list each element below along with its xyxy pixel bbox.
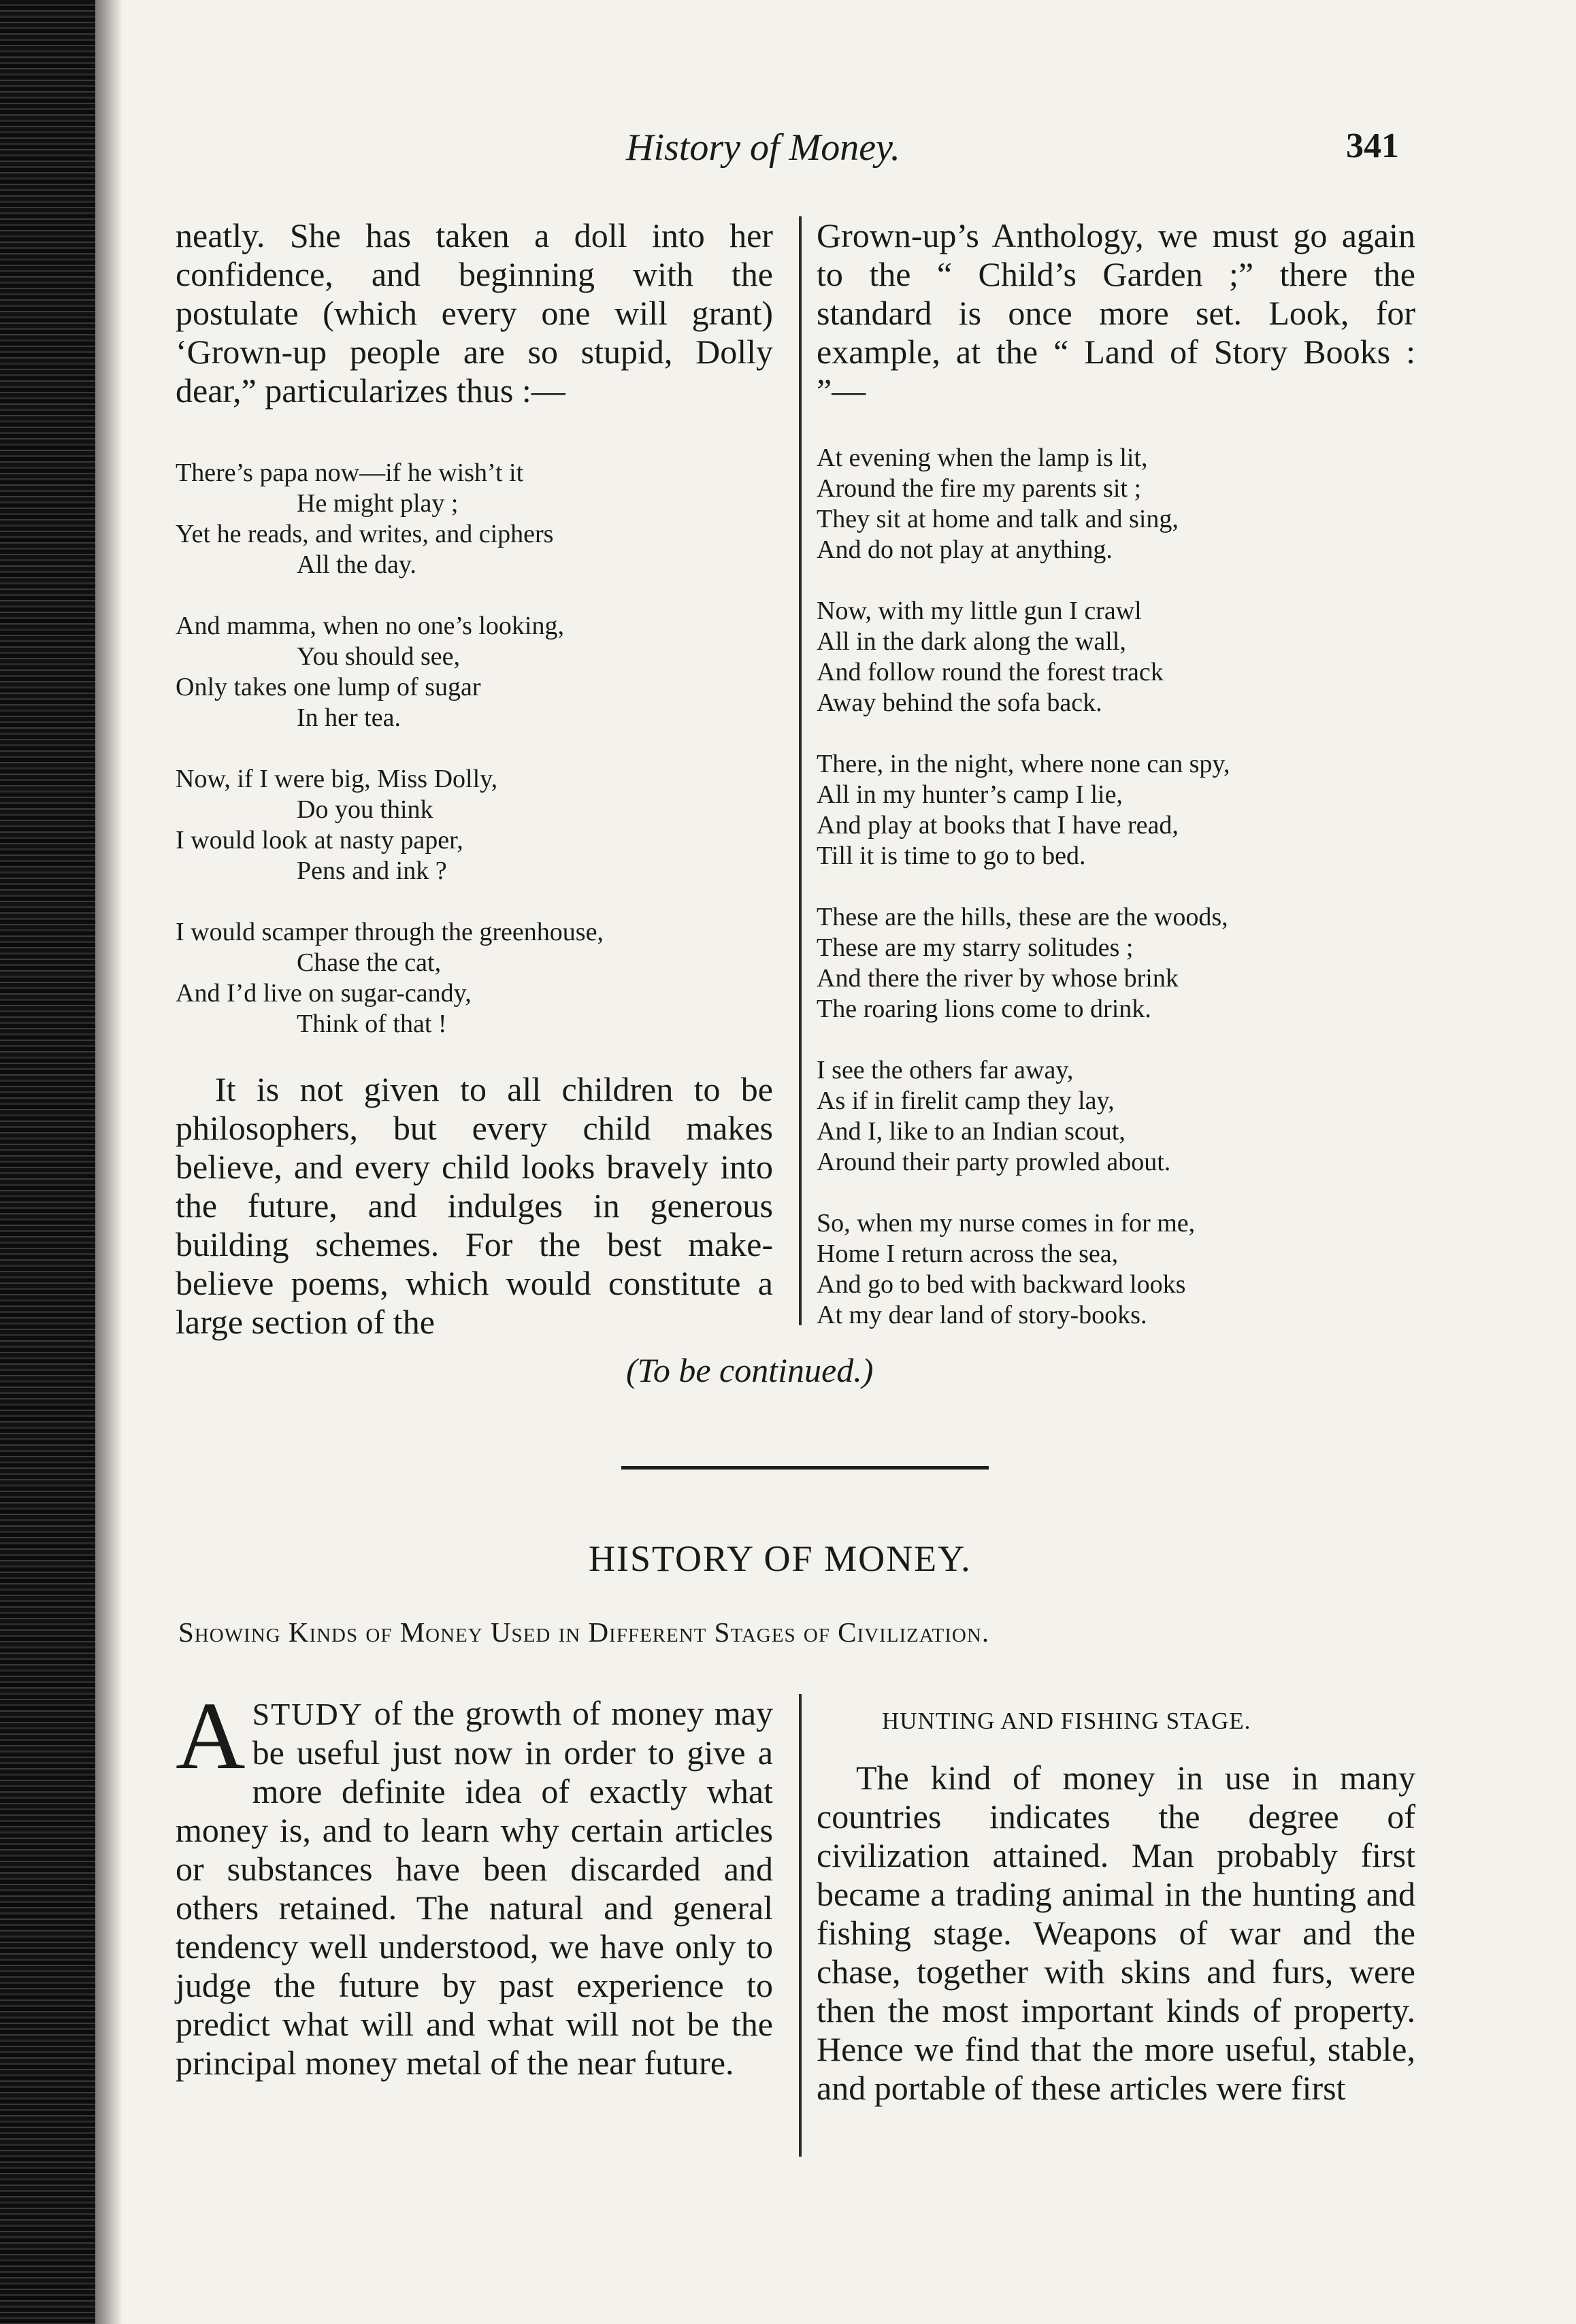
story-books-poem-line: So, when my nurse comes in for me, bbox=[817, 1209, 1196, 1238]
story-books-poem-stanza bbox=[817, 596, 1415, 718]
story-books-poem-line: There, in the night, where none can spy, bbox=[817, 750, 1230, 778]
story-books-poem-line: And do not play at anything. bbox=[817, 535, 1113, 564]
dolly-poem-line: I would scamper through the greenhouse, bbox=[176, 918, 604, 946]
dolly-poem-line: And mamma, when no one’s looking, bbox=[176, 612, 564, 640]
dolly-poem-stanza bbox=[176, 764, 773, 886]
story-books-poem-line: Till it is time to go to bed. bbox=[817, 842, 1086, 870]
section-heading: HUNTING AND FISHING STAGE. bbox=[882, 1708, 1251, 1734]
story-books-poem-line: And there the river by whose brink bbox=[817, 964, 1179, 993]
story-books-poem-line: And play at books that I have read, bbox=[817, 811, 1179, 840]
article-subtitle: Showing Kinds of Money Used in Different Stages of Civilization. bbox=[178, 1616, 990, 1648]
right-poem bbox=[817, 443, 1415, 1331]
dolly-poem-line: There’s papa now—if he wish’t it bbox=[176, 459, 524, 487]
story-books-poem-stanza bbox=[817, 749, 1415, 872]
story-books-poem-line: Home I return across the sea, bbox=[817, 1240, 1119, 1268]
dolly-poem-line: Now, if I were big, Miss Dolly, bbox=[176, 765, 498, 793]
story-books-poem-line: And I, like to an Indian scout, bbox=[817, 1117, 1126, 1146]
closing-paragraph-left: It is not given to all children to be philosophers, but every child makes believe, and every child looks bravely into the future, and indulges in generous building schemes. For the best make-believe poems, which would constitute a large section of the bbox=[176, 1070, 773, 1341]
story-books-poem-line: And follow round the forest track bbox=[817, 658, 1164, 686]
article-title: HISTORY OF MONEY. bbox=[589, 1538, 972, 1579]
gutter-shadow bbox=[95, 0, 122, 2324]
dolly-poem-line: Do you think bbox=[297, 795, 433, 824]
intro-paragraph-left: neatly. She has taken a doll into her confidence, and beginning with the postulate (which every one will grant) ‘Grown-up people are so stupid, Dolly dear,” particularizes thus :— bbox=[176, 216, 773, 410]
dolly-poem-line: Pens and ink ? bbox=[297, 857, 447, 885]
opening-words: STUDY bbox=[252, 1697, 363, 1731]
story-books-poem-line: They sit at home and talk and sing, bbox=[817, 505, 1179, 533]
dolly-poem-line: You should see, bbox=[297, 642, 461, 671]
column-rule-top bbox=[799, 216, 802, 1325]
dolly-poem-stanza bbox=[176, 917, 773, 1040]
story-books-poem-line: All in my hunter’s camp I lie, bbox=[817, 780, 1123, 809]
dolly-poem-line: I would look at nasty paper, bbox=[176, 826, 463, 854]
dolly-poem-stanza bbox=[176, 458, 773, 580]
section-divider bbox=[621, 1466, 989, 1470]
story-books-poem-line: As if in firelit camp they lay, bbox=[817, 1086, 1115, 1115]
story-books-poem-line: All in the dark along the wall, bbox=[817, 627, 1126, 656]
story-books-poem-line: Now, with my little gun I crawl bbox=[817, 597, 1142, 625]
left-poem bbox=[176, 458, 773, 1040]
story-books-poem-line: These are my starry solitudes ; bbox=[817, 933, 1134, 962]
dolly-poem-line: Think of that ! bbox=[297, 1010, 447, 1038]
dolly-poem-line: Only takes one lump of sugar bbox=[176, 673, 481, 701]
continued-note: (To be continued.) bbox=[626, 1351, 874, 1389]
dolly-poem-line: All the day. bbox=[297, 550, 416, 579]
story-books-poem-stanza bbox=[817, 1055, 1415, 1178]
top-right-column bbox=[817, 216, 1415, 1361]
dolly-poem-stanza bbox=[176, 611, 773, 733]
dolly-poem-line: Chase the cat, bbox=[297, 948, 442, 977]
story-books-poem-line: Away behind the sofa back. bbox=[817, 688, 1102, 717]
intro-paragraph-right: Grown-up’s Anthology, we must go again to the “ Child’s Garden ;” there the standard is once more set. Look, for example, at the “ Land of Story Books : ”— bbox=[817, 216, 1415, 410]
running-title: History of Money. bbox=[626, 127, 900, 169]
dolly-poem-line: And I’d live on sugar-candy, bbox=[176, 979, 472, 1008]
story-books-poem-line: And go to bed with backward looks bbox=[817, 1270, 1186, 1299]
story-books-poem-line: Around their party prowled about. bbox=[817, 1148, 1171, 1176]
story-books-poem-line: At my dear land of story-books. bbox=[817, 1301, 1147, 1329]
dolly-poem-line: Yet he reads, and writes, and ciphers bbox=[176, 520, 554, 548]
book-spine-shadow bbox=[0, 0, 95, 2324]
column-rule-bottom bbox=[799, 1694, 802, 2157]
story-books-poem-stanza bbox=[817, 1208, 1415, 1331]
page-number: 341 bbox=[1346, 127, 1399, 165]
drop-cap: A bbox=[176, 1682, 246, 1789]
article-left-column bbox=[176, 1682, 774, 2082]
story-books-poem-line: The roaring lions come to drink. bbox=[817, 995, 1151, 1023]
dolly-poem-line: In her tea. bbox=[297, 703, 401, 732]
story-books-poem-stanza bbox=[817, 443, 1415, 565]
article-paragraph-left: of the growth of money may be useful just now in order to give a more definite idea of exactly what money is, and to learn why certain articles or substances have been discarded and others retained. The natural and general tendency well understood, we have only to judge the future by past experience to predict what will and what will not be the principal money metal of the near future. bbox=[176, 1694, 774, 2082]
story-books-poem-line: At evening when the lamp is lit, bbox=[817, 444, 1148, 472]
story-books-poem-line: I see the others far away, bbox=[817, 1056, 1074, 1084]
story-books-poem-line: These are the hills, these are the woods, bbox=[817, 903, 1228, 931]
article-paragraph-right: The kind of money in use in many countries indicates the degree of civilization attained. Man probably first became a trading animal in the hunting and fishing stage. Weapons of war and the chase, together with skins and furs, were then the most important kinds of property. Hence we find that the more useful, stable, and portable of these articles were first bbox=[817, 1759, 1415, 2107]
story-books-poem-line: Around the fire my parents sit ; bbox=[817, 474, 1142, 503]
top-left-column bbox=[176, 216, 773, 1342]
story-books-poem-stanza bbox=[817, 902, 1415, 1025]
dolly-poem-line: He might play ; bbox=[297, 489, 459, 518]
